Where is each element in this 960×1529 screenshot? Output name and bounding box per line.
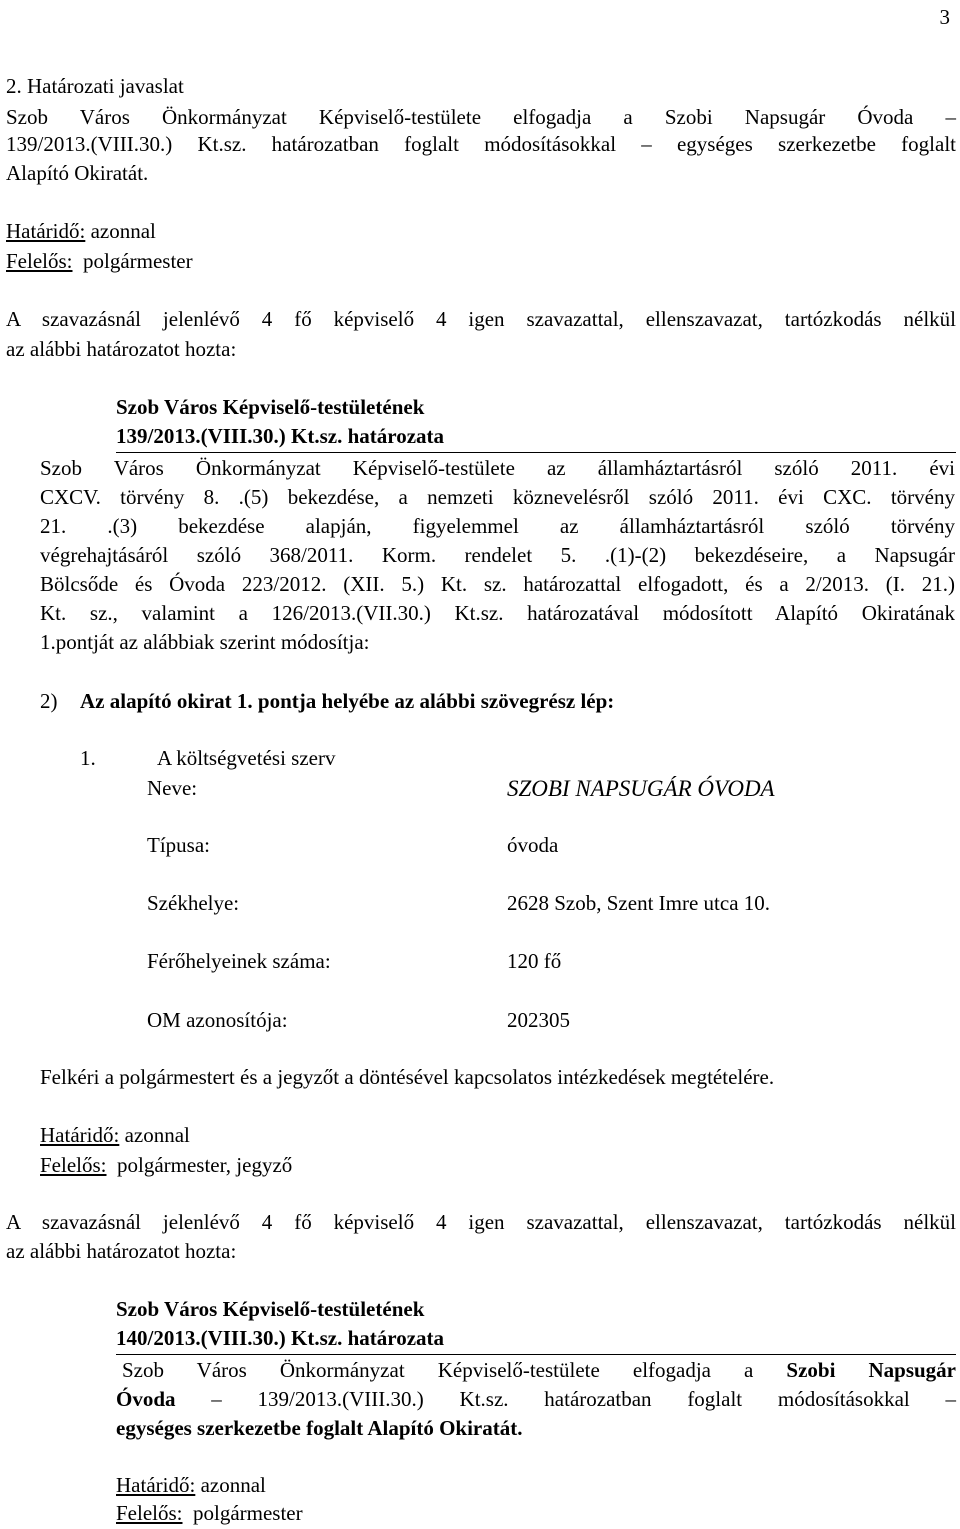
deadline-value: azonnal bbox=[85, 219, 156, 243]
field-value: 202305 bbox=[507, 1008, 570, 1032]
responsible-value: polgármester, jegyző bbox=[106, 1153, 293, 1177]
responsible-value: polgármester bbox=[182, 1501, 303, 1525]
amend-heading: Az alapító okirat 1. pontja helyébe az alábbi szövegrész lép: bbox=[80, 689, 615, 713]
field-value: 2628 Szob, Szent Imre utca 10. bbox=[507, 891, 771, 915]
resolution-text-line: CXCV. törvény 8. .(5) bekezdése, a nemzeti köznevelésről szóló 2011. évi CXC. törvény bbox=[40, 485, 955, 509]
resolution-text-line: Bölcsőde és Óvoda 223/2012. (XII. 5.) Kt. sz. határozattal elfogadott, és a 2/2013. (I. 21.) bbox=[40, 572, 955, 596]
field-label: Férőhelyeinek száma: bbox=[147, 949, 331, 973]
section-title: 2. Határozati javaslat bbox=[6, 74, 184, 98]
field-value: óvoda bbox=[507, 833, 559, 857]
resolution-text-line: Kt. sz., valamint a 126/2013.(VII.30.) Kt.sz. határozatával módosított Alapító Okiratának bbox=[40, 601, 955, 625]
vote-line: A szavazásnál jelenlévő 4 fő képviselő 4 igen szavazattal, ellenszavazat, tartózkodás nélkül bbox=[6, 307, 956, 331]
resolution-heading: Szob Város Képviselő-testületének bbox=[116, 395, 425, 419]
resolution-heading: Szob Város Képviselő-testületének bbox=[116, 1297, 425, 1321]
resolution-text-bold: egységes szerkezetbe foglalt Alapító Okiratát. bbox=[116, 1416, 523, 1440]
vote-line: az alábbi határozatot hozta: bbox=[6, 1239, 237, 1263]
deadline-label: Határidő: bbox=[116, 1473, 196, 1497]
item-number: 1. bbox=[80, 746, 96, 770]
resolution-text: Szob Város Önkormányzat Képviselő-testülete elfogadja a bbox=[122, 1358, 787, 1382]
resolution-text-line: 1.pontját az alábbiak szerint módosítja: bbox=[40, 630, 370, 654]
page-number: 3 bbox=[939, 5, 950, 29]
request-text: Felkéri a polgármestert és a jegyzőt a döntésével kapcsolatos intézkedések megtételére. bbox=[40, 1065, 775, 1089]
vote-line: A szavazásnál jelenlévő 4 fő képviselő 4 igen szavazattal, ellenszavazat, tartózkodás nélkül bbox=[6, 1210, 956, 1234]
resolution-text-bold: Szobi Napsugár bbox=[786, 1358, 957, 1382]
proposal-line: 139/2013.(VIII.30.) Kt.sz. határozatban foglalt módosításokkal – egységes szerkezetbe foglalt bbox=[6, 132, 956, 156]
deadline-row bbox=[116, 1470, 266, 1501]
field-label: OM azonosítója: bbox=[147, 1008, 288, 1032]
field-label: Neve: bbox=[147, 776, 198, 800]
responsible-row bbox=[6, 246, 193, 277]
responsible-label: Felelős: bbox=[116, 1501, 183, 1525]
amend-number: 2) bbox=[40, 689, 58, 713]
responsible-value: polgármester bbox=[72, 249, 193, 273]
responsible-label: Felelős: bbox=[6, 249, 73, 273]
responsible-row bbox=[40, 1150, 292, 1181]
resolution-text-line bbox=[122, 1355, 956, 1386]
proposal-line: Alapító Okiratát. bbox=[6, 161, 149, 185]
deadline-value: azonnal bbox=[119, 1123, 190, 1147]
resolution-number: 139/2013.(VIII.30.) Kt.sz. határozata bbox=[116, 421, 956, 453]
item-title: A költségvetési szerv bbox=[157, 746, 336, 770]
resolution-text-line bbox=[116, 1384, 956, 1415]
field-value: 120 fő bbox=[507, 949, 562, 973]
deadline-value: azonnal bbox=[195, 1473, 266, 1497]
responsible-row bbox=[116, 1498, 303, 1529]
resolution-text-line: 21. .(3) bekezdése alapján, figyelemmel az államháztartásról szóló törvény bbox=[40, 514, 955, 538]
resolution-text-bold: Óvoda bbox=[116, 1387, 176, 1411]
field-value-name: SZOBI NAPSUGÁR ÓVODA bbox=[507, 776, 775, 801]
proposal-line: Szob Város Önkormányzat Képviselő-testülete elfogadja a Szobi Napsugár Óvoda – bbox=[6, 105, 956, 129]
resolution-text-line: Szob Város Önkormányzat Képviselő-testülete az államháztartásról szóló 2011. évi bbox=[40, 456, 955, 480]
deadline-row bbox=[40, 1120, 190, 1151]
responsible-label: Felelős: bbox=[40, 1153, 107, 1177]
resolution-text: – 139/2013.(VIII.30.) Kt.sz. határozatban foglalt módosításokkal – bbox=[175, 1387, 956, 1411]
deadline-label: Határidő: bbox=[40, 1123, 120, 1147]
vote-line: az alábbi határozatot hozta: bbox=[6, 337, 237, 361]
resolution-text-line: végrehajtásáról szóló 368/2011. Korm. rendelet 5. .(1)-(2) bekezdéseire, a Napsugár bbox=[40, 543, 955, 567]
field-label: Székhelye: bbox=[147, 891, 240, 915]
field-label: Típusa: bbox=[147, 833, 210, 857]
resolution-number: 140/2013.(VIII.30.) Kt.sz. határozata bbox=[116, 1323, 956, 1355]
deadline-label: Határidő: bbox=[6, 219, 86, 243]
deadline-row bbox=[6, 216, 156, 247]
